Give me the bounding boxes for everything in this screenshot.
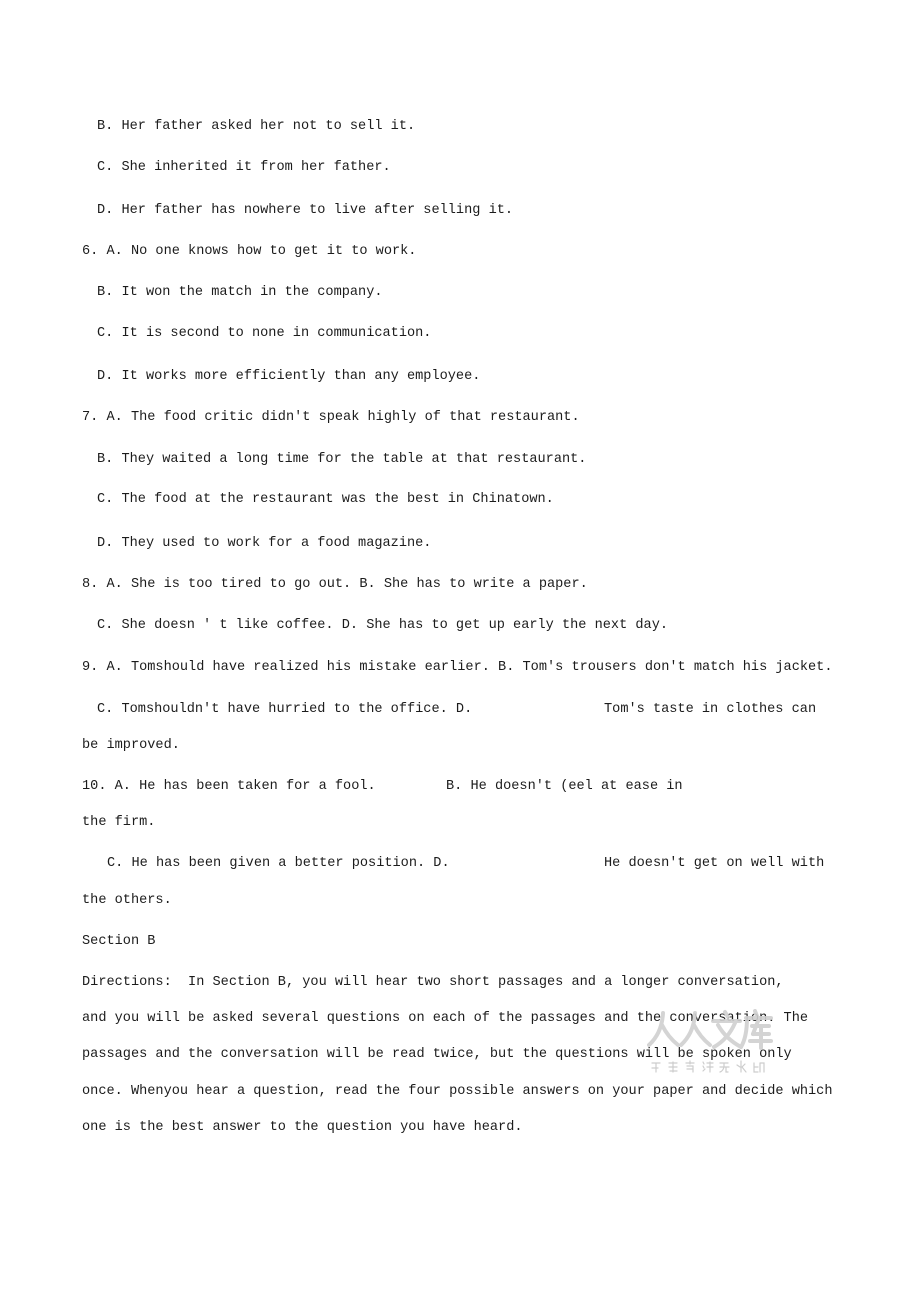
question-10-option-a: 10. A. He has been taken for a fool.	[82, 779, 376, 794]
section-b-directions-line: once. Whenyou hear a question, read the four possible answers on your paper and decide which	[82, 1084, 833, 1099]
question-8-options-c-d: C. She doesn ' t like coffee. D. She has to get up early the next day.	[97, 618, 669, 633]
section-b-directions-line: passages and the conversation will be read twice, but the questions will be spoken only	[82, 1047, 792, 1062]
question-5-option-b: B. Her father asked her not to sell it.	[97, 119, 416, 134]
question-6-option-b: B. It won the match in the company.	[97, 285, 383, 300]
question-6-option-a: 6. A. No one knows how to get it to work.	[82, 244, 417, 259]
question-5-option-d: D. Her father has nowhere to live after selling it.	[97, 203, 514, 218]
question-5-option-c: C. She inherited it from her father.	[97, 160, 391, 175]
question-7-option-b: B. They waited a long time for the table at that restaurant.	[97, 452, 587, 467]
question-10-option-b: B. He doesn't (eel at ease in	[446, 779, 683, 794]
question-10-option-b-continued: the firm.	[82, 815, 156, 830]
question-7-option-d: D. They used to work for a food magazine.	[97, 536, 432, 551]
question-8-options-a-b: 8. A. She is too tired to go out. B. She has to write a paper.	[82, 577, 588, 592]
question-10-option-c: C. He has been given a better position. D.	[107, 856, 450, 871]
question-7-option-c: C. The food at the restaurant was the best in Chinatown.	[97, 492, 554, 507]
section-b-directions-line: one is the best answer to the question you have heard.	[82, 1120, 523, 1135]
question-9-options-a-b: 9. A. Tomshould have realized his mistake earlier. B. Tom's trousers don't match his jacket.	[82, 660, 833, 675]
section-b-directions-line: Directions: In Section B, you will hear two short passages and a longer conversation,	[82, 975, 784, 990]
question-9-option-d: Tom's taste in clothes can	[604, 702, 817, 717]
question-6-option-d: D. It works more efficiently than any employee.	[97, 369, 481, 384]
question-9-option-d-continued: be improved.	[82, 738, 180, 753]
question-7-option-a: 7. A. The food critic didn't speak highly of that restaurant.	[82, 410, 580, 425]
section-b-directions-line: and you will be asked several questions on each of the passages and the conversation. The	[82, 1011, 809, 1026]
question-10-option-d: He doesn't get on well with	[604, 856, 825, 871]
section-b-heading: Section B	[82, 934, 156, 949]
question-10-option-d-continued: the others.	[82, 893, 172, 908]
question-6-option-c: C. It is second to none in communication.	[97, 326, 432, 341]
question-9-option-c: C. Tomshouldn't have hurried to the office. D.	[97, 702, 473, 717]
